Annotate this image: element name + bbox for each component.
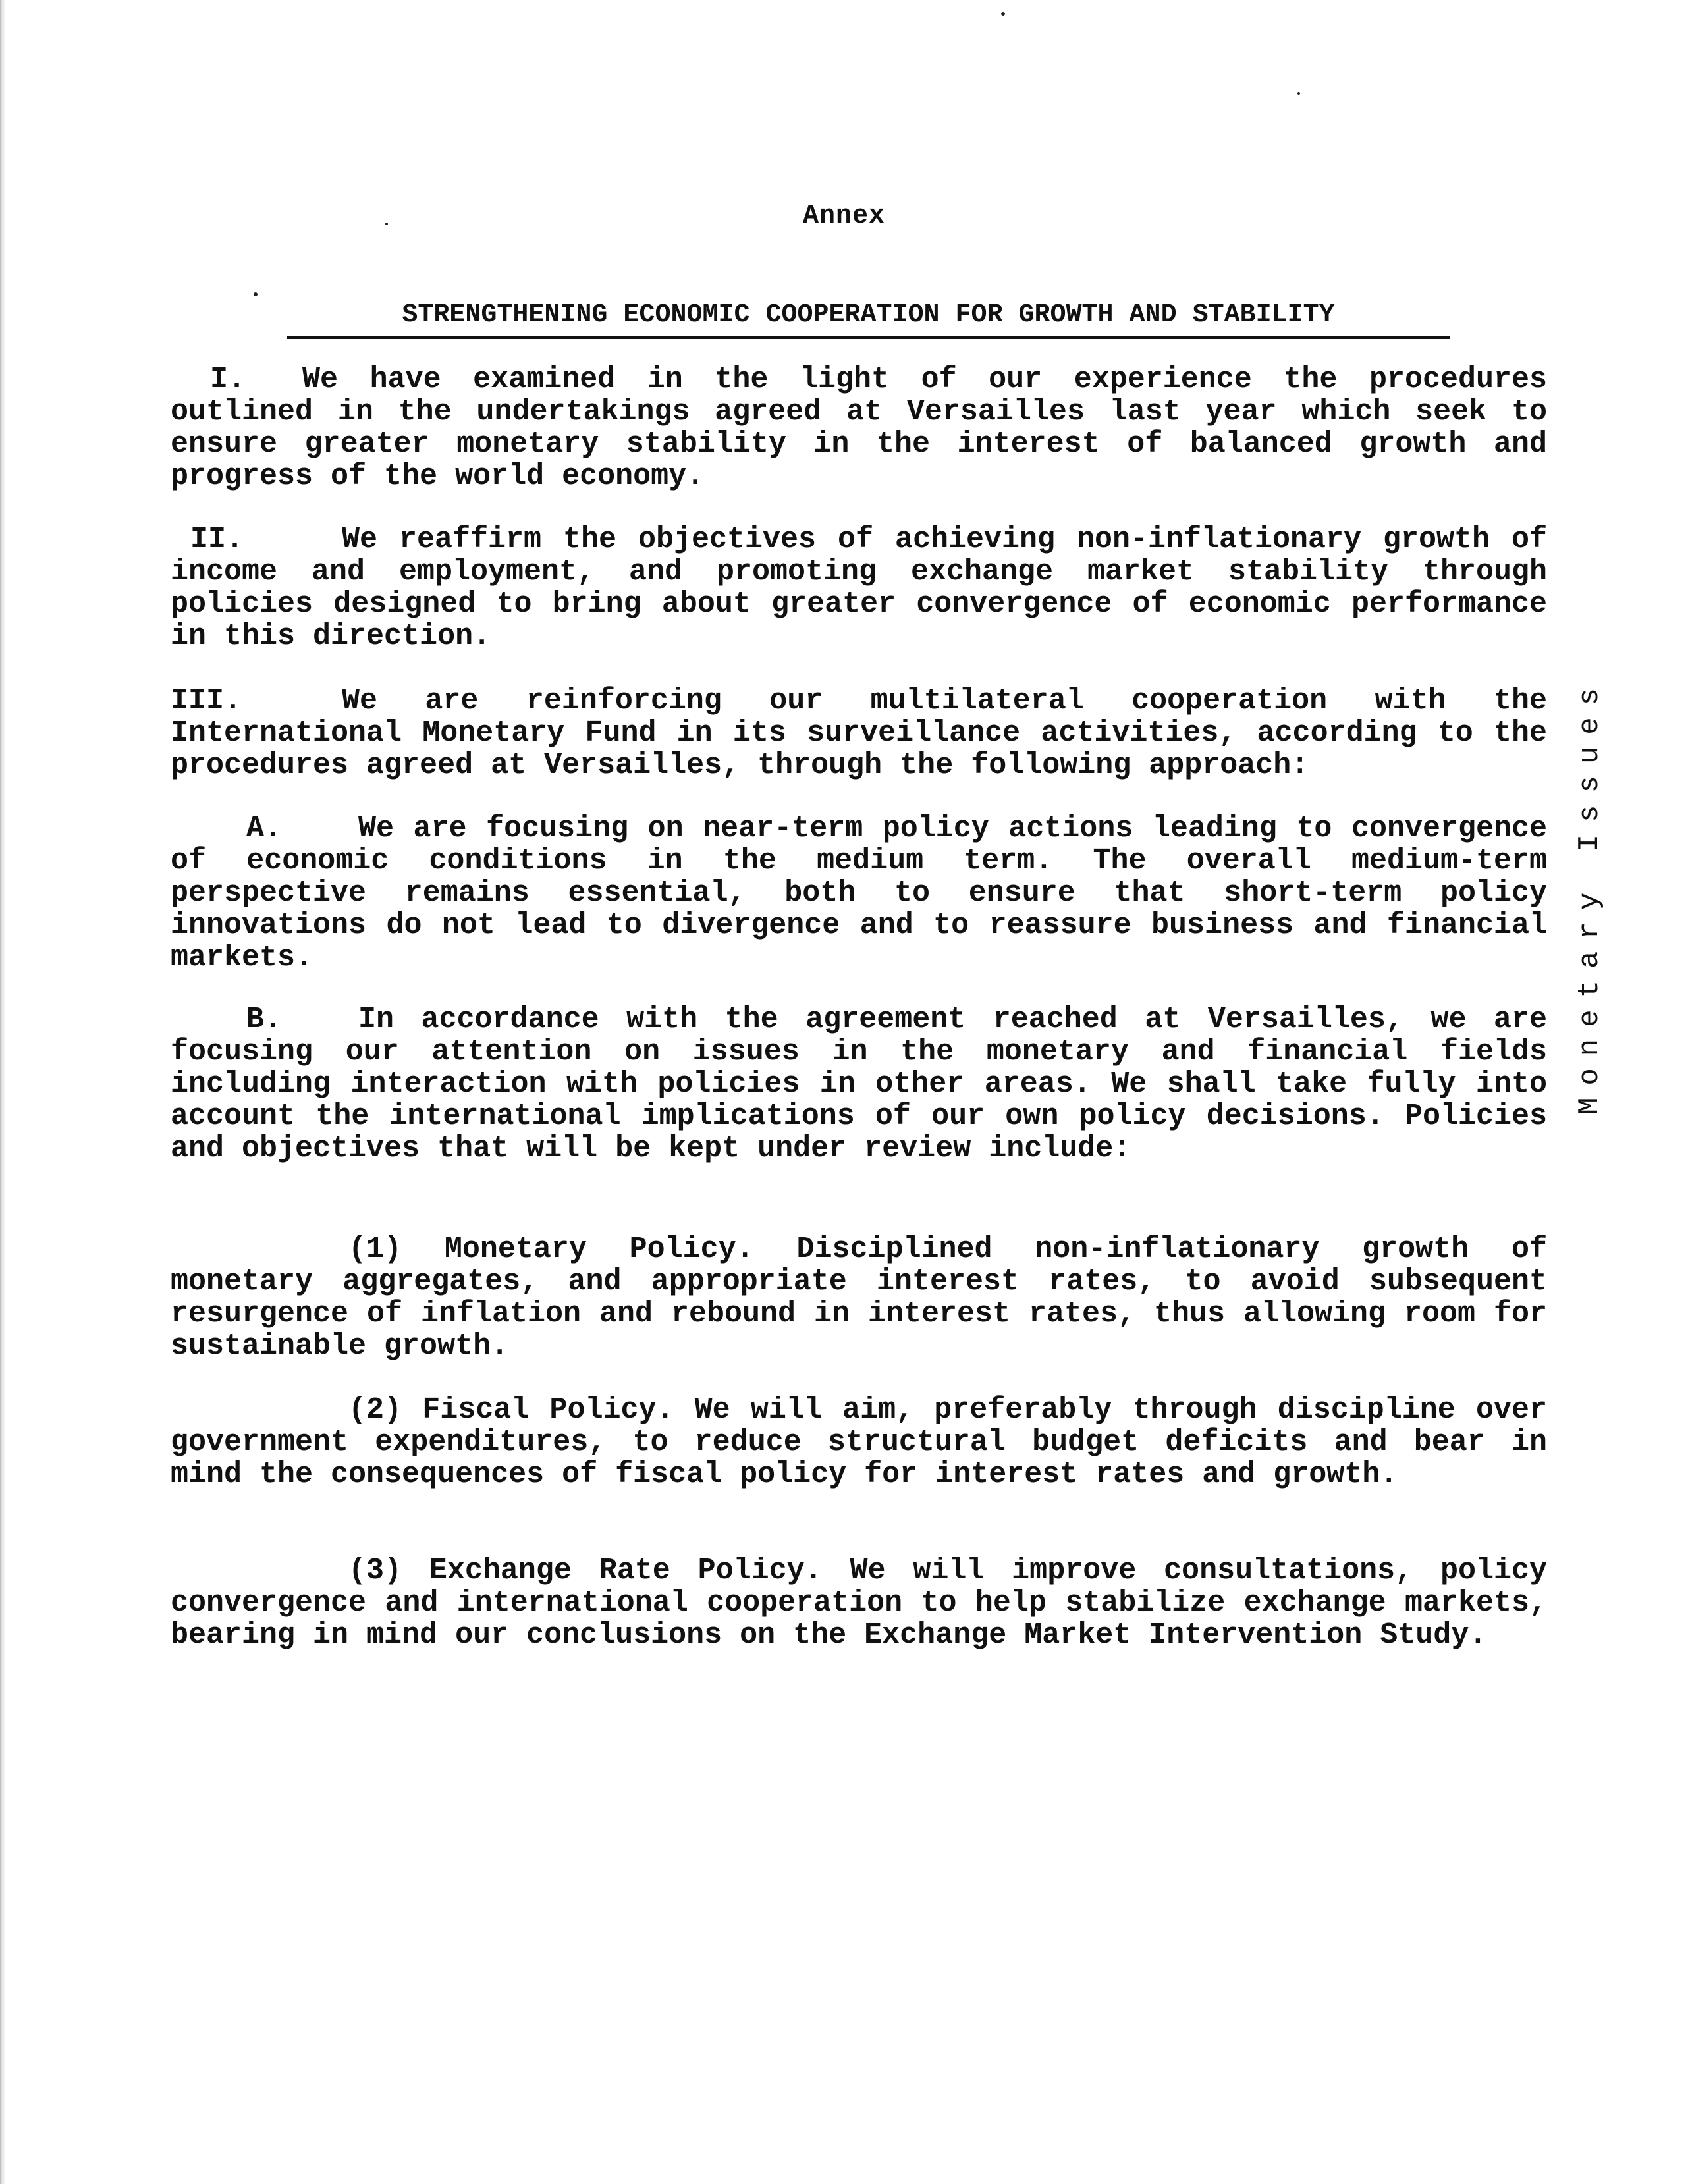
margin-label: Monetary Issues (1573, 676, 1606, 1115)
policy-text: Fiscal Policy. We will aim, preferably through discipline over government expenditures, to reduce structural budget deficits and bear in mind the consequences of fiscal policy for interest rates and growth. (171, 1393, 1547, 1491)
policy-monetary (171, 1233, 1547, 1362)
paragraph-number: I. (210, 363, 246, 396)
scan-speck (254, 292, 258, 296)
paragraph-number: III. (171, 684, 242, 718)
scan-edge (0, 0, 9, 2184)
policy-number: (3) (348, 1554, 402, 1587)
document-title: STRENGTHENING ECONOMIC COOPERATION FOR GROWTH AND STABILITY (287, 300, 1450, 339)
policy-fiscal (171, 1394, 1547, 1491)
paragraph-number: A. (246, 812, 283, 845)
paragraph-b (171, 1003, 1547, 1165)
scan-speck (1001, 12, 1005, 16)
policy-text: Monetary Policy. Disciplined non-inflationary growth of monetary aggregates, and appropriate interest rates, to avoid subsequent resurgence of inflation and rebound in interest rates, thus allowing room for sustainable growth. (171, 1233, 1547, 1363)
paragraph-number: B. (246, 1003, 283, 1036)
paragraph-text: We are focusing on near-term policy actions leading to convergence of economic conditions in the medium term. The overall medium-term perspective remains essential, both to ensure that short-term policy innovations do not lead to divergence and to reassure business and financial markets. (171, 812, 1547, 974)
scan-speck (1297, 92, 1300, 95)
paragraph-3 (171, 685, 1547, 782)
paragraph-2 (171, 523, 1547, 653)
policy-exchange-rate (171, 1555, 1547, 1651)
annex-label: Annex (802, 201, 886, 231)
paragraph-text: We are reinforcing our multilateral cooperation with the International Monetary Fund in its surveillance activities, according to the procedures agreed at Versailles, through the following approach: (171, 684, 1547, 782)
paragraph-1 (171, 363, 1547, 493)
policy-text: Exchange Rate Policy. We will improve consultations, policy convergence and international cooperation to help stabilize exchange markets, bearing in mind our conclusions on the Exchange Market Intervention Study. (171, 1554, 1547, 1652)
paragraph-number: II. (190, 523, 244, 556)
paragraph-text: In accordance with the agreement reached at Versailles, we are focusing our attention on issues in the monetary and financial fields including interaction with policies in other areas. We shall take fully into account the international implications of our own policy decisions. Policies and objectives that will be kept under review include: (171, 1003, 1547, 1165)
scan-speck (385, 223, 388, 225)
paragraph-text: We reaffirm the objectives of achieving non-inflationary growth of income and employment, and promoting exchange market stability through policies designed to bring about greater convergence of economic performance in this direction. (171, 523, 1547, 653)
policy-number: (2) (348, 1393, 402, 1427)
policy-number: (1) (348, 1233, 402, 1266)
paragraph-a (171, 812, 1547, 974)
paragraph-text: We have examined in the light of our experience the procedures outlined in the undertakings agreed at Versailles last year which seek to ensure greater monetary stability in the interest of balanced growth and progress of the world economy. (171, 363, 1547, 493)
